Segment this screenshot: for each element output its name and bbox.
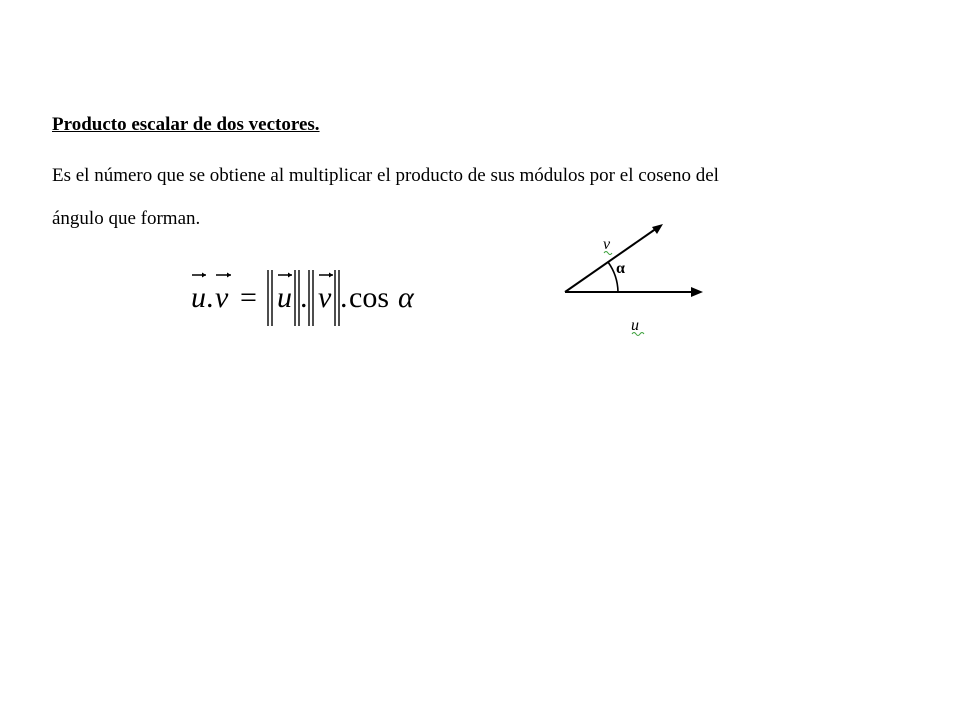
vector-angle-diagram [555, 215, 725, 345]
formula-v-norm: v [318, 281, 332, 314]
formula-dot-right: . [340, 281, 348, 314]
angle-label: α [616, 260, 625, 277]
formula-dot-mid: . [300, 281, 308, 314]
formula-cos: cos [349, 281, 389, 314]
vector-v-arrowhead [652, 224, 663, 234]
formula-equals: = [240, 281, 257, 314]
vector-v-line [565, 228, 657, 292]
formula-v-left: v [215, 281, 229, 314]
vector-u-arrowhead [691, 287, 703, 297]
vector-u-label: u [631, 317, 639, 334]
formula-dot-left: . [206, 281, 214, 314]
dot-product-formula [186, 262, 436, 332]
formula-alpha: α [398, 281, 414, 314]
definition-line-1: Es el número que se obtiene al multiplicar el producto de sus módulos por el coseno del [52, 165, 719, 186]
formula-u-left: u [191, 281, 206, 314]
formula-u-norm: u [277, 281, 292, 314]
definition-line-2: ángulo que forman. [52, 208, 201, 229]
definition-paragraph [52, 154, 912, 240]
vector-v-label: v [603, 236, 611, 253]
section-title: Producto escalar de dos vectores. [52, 114, 320, 135]
